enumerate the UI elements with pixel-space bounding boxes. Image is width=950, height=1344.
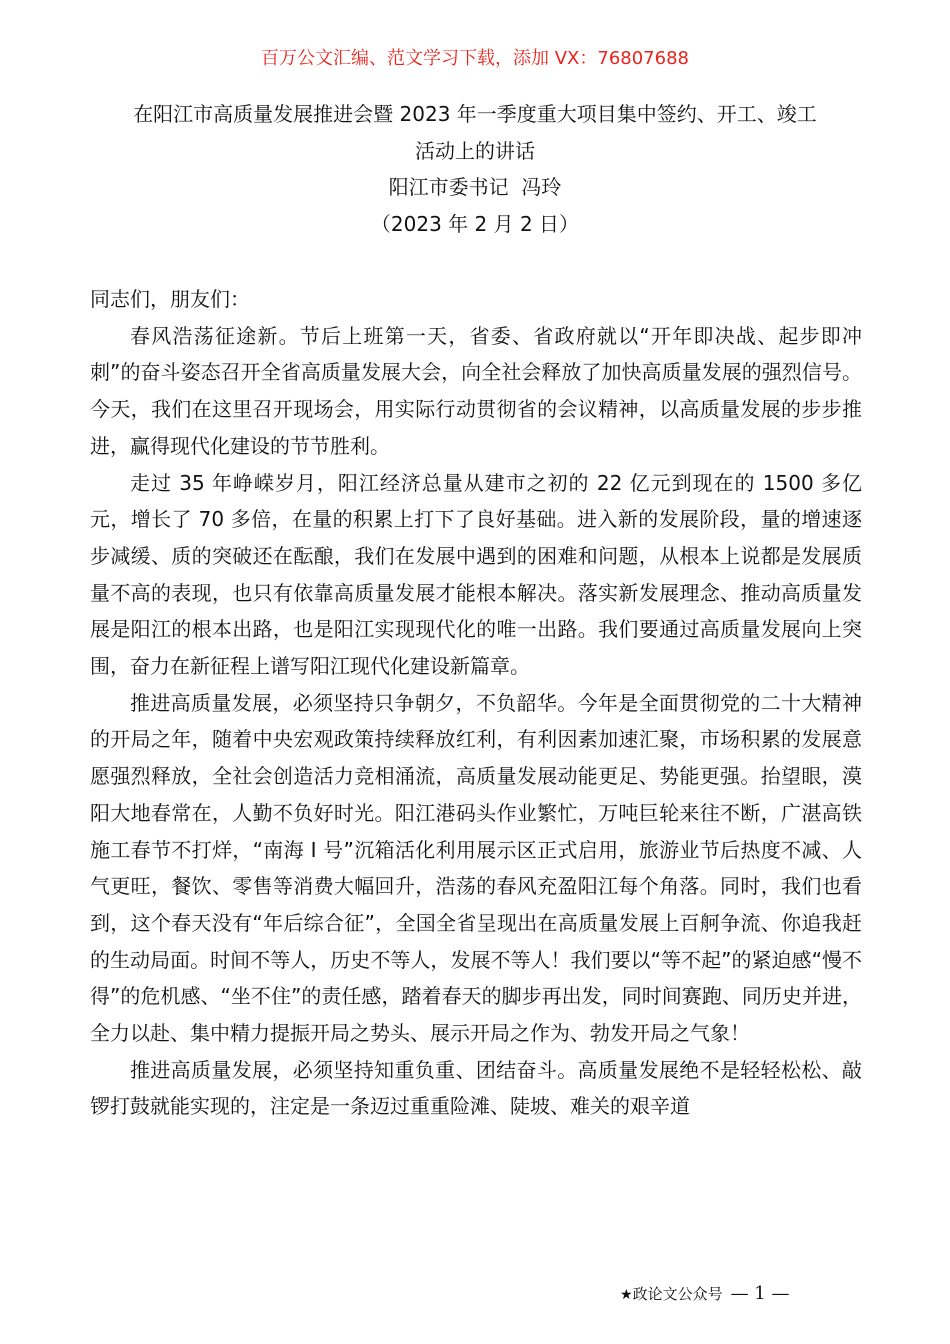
paragraph: 推进高质量发展，必须坚持知重负重、团结奋斗。高质量发展绝不是轻轻松松、敲锣打鼓就能实现的，注定是一条迈过重重险滩、陡坡、难关的艰辛道 [90, 1057, 862, 1119]
document-title-block [80, 96, 870, 242]
page-number: — 1 — [730, 1283, 790, 1304]
paragraph: 推进高质量发展，必须坚持只争朝夕，不负韶华。今年是全面贯彻党的二十大精神的开局之年，随着中央宏观政策持续释放红利，有利因素加速汇聚，市场积累的发展意愿强烈释放，全社会创造活力竞相涌流，高质量发展动能更足、势能更强。抬望眼，漠阳大地春常在，人勤不负好时光。阳江港码头作业繁忙，万吨巨轮来往不断，广湛高铁施工春节不打烊，“南海 I 号”沉箱活化利用展示区正式启用，旅游业节后热度不减、人气更旺，餐饮、零售等消费大幅回升，浩荡的春风充盈阳江每个角落。同时，我们也看到，这个春天没有“年后综合征”，全国全省呈现出在高质量发展上百舸争流、你追我赶的生动局面。时间不等人，历史不等人，发展不等人！我们要以“等不起”的紧迫感“慢不得”的危机感、“坐不住”的责任感，踏着春天的脚步再出发，同时间赛跑、同历史并进，全力以赴、集中精力提振开局之势头、展示开局之作为、勃发开局之气象！ [90, 690, 862, 1046]
speaker-line: 阳江市委书记 冯玲 [388, 175, 562, 199]
title-line-2: 活动上的讲话 [415, 138, 535, 163]
greeting: 同志们，朋友们： [90, 287, 250, 311]
star-icon: ★ [620, 1287, 633, 1303]
date-line: （2023 年 2 月 2 日） [370, 211, 580, 236]
page-footer [620, 1281, 880, 1308]
footer-source: 政论文公众号 [632, 1285, 723, 1303]
title-line-1: 在阳江市高质量发展推进会暨 2023 年一季度重大项目集中签约、开工、竣工 [133, 102, 817, 126]
speech-body [90, 281, 862, 1125]
watermark-banner: 百万公文汇编、范文学习下载，添加 VX：76807688 [261, 48, 689, 69]
paragraph: 走过 35 年峥嵘岁月，阳江经济总量从建市之初的 22 亿元到现在的 1500 多亿元，增长了 70 多倍，在量的积累上打下了良好基础。进入新的发展阶段，量的增速逐步减缓、质的突破还在酝酿，我们在发展中遇到的困难和问题，从根本上说都是发展质量不高的表现，也只有依靠高质量发展才能根本解决。落实新发展理念、推动高质量发展是阳江的根本出路，也是阳江实现现代化的唯一出路。我们要通过高质量发展向上突围，奋力在新征程上谱写阳江现代化建设新篇章。 [90, 470, 862, 679]
paragraph: 春风浩荡征途新。节后上班第一天，省委、省政府就以“开年即决战、起步即冲刺”的奋斗姿态召开全省高质量发展大会，向全社会释放了加快高质量发展的强烈信号。今天，我们在这里召开现场会，用实际行动贯彻省的会议精神，以高质量发展的步步推进，赢得现代化建设的节节胜利。 [90, 323, 862, 458]
